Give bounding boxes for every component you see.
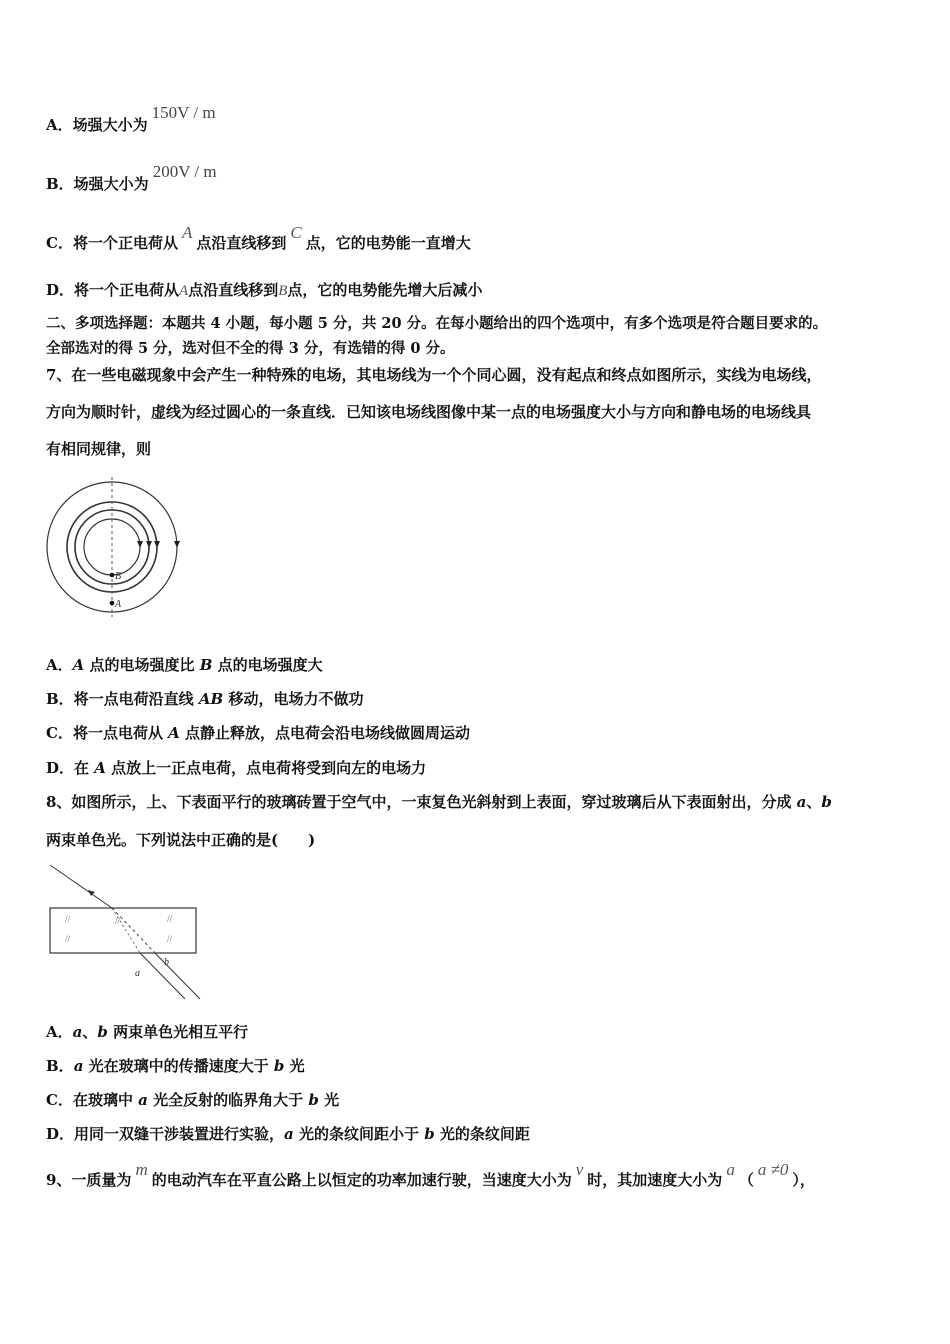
section2-heading-line1: 二、多项选择题：本题共 4 小题，每小题 5 分，共 20 分。在每小题给出的四个选项中，有多个选项是符合题目要求的。 bbox=[46, 315, 828, 332]
q6-option-a-value: 150V / m bbox=[151, 103, 216, 122]
refracted-path-dashed bbox=[112, 908, 155, 953]
q6-option-a: A．场强大小为150V / m bbox=[46, 103, 216, 134]
q7-option-c: C．将一点电荷从 A 点静止释放，点电荷会沿电场线做圆周运动 bbox=[46, 724, 471, 742]
label-ray-b: b bbox=[164, 957, 169, 968]
refracted-path-inner bbox=[112, 908, 140, 953]
glass-hatch-3: // bbox=[65, 934, 71, 944]
q6-option-b-value: 200V / m bbox=[152, 162, 217, 181]
glass-hatch-1: // bbox=[65, 914, 71, 924]
label-point-a: A bbox=[115, 599, 122, 610]
label-point-b: B bbox=[115, 571, 122, 582]
arrow-outer bbox=[174, 541, 180, 548]
ray-a bbox=[140, 953, 185, 999]
q6-option-b: B．场强大小为200V / m bbox=[46, 162, 217, 193]
q8-stem-line2: 两束单色光。下列说法中正确的是( ) bbox=[46, 831, 316, 849]
q6-option-c: C．将一个正电荷从A点沿直线移到C点，它的电势能一直增大 bbox=[46, 223, 471, 252]
q9-stem: 9、一质量为m的电动汽车在平直公路上以恒定的功率加速行驶，当速度大小为v时，其加速度大小为a（a ≠0）， bbox=[46, 1160, 815, 1189]
q8-glass-slab-figure bbox=[45, 862, 205, 1002]
incident-ray bbox=[50, 865, 112, 908]
q8-option-d: D．用同一双缝干涉装置进行实验，a 光的条纹间距小于 b 光的条纹间距 bbox=[46, 1125, 530, 1143]
arrow-middle bbox=[154, 541, 160, 548]
q8-option-b: B．a 光在玻璃中的传播速度大于 b 光 bbox=[46, 1057, 305, 1075]
q8-option-c: C．在玻璃中 a 光全反射的临界角大于 b 光 bbox=[46, 1091, 340, 1109]
q7-option-b: B．将一点电荷沿直线 AB 移动，电场力不做功 bbox=[46, 690, 364, 708]
q7-stem-line2: 方向为顺时针，虚线为经过圆心的一条直线．已知该电场线图像中某一点的电场强度大小与方向和静电场的电场线具 bbox=[46, 403, 812, 421]
glass-hatch-4: // bbox=[167, 934, 173, 944]
label-ray-a: a bbox=[135, 968, 140, 979]
q7-stem-line1: 7、在一些电磁现象中会产生一种特殊的电场，其电场线为一个个同心圆，没有起点和终点如图所示，实线为电场线， bbox=[46, 366, 822, 384]
glass-slab bbox=[50, 908, 196, 953]
q8-option-a: A．a、b 两束单色光相互平行 bbox=[46, 1023, 249, 1041]
q7-stem-line3: 有相同规律，则 bbox=[46, 440, 152, 458]
q7-option-a: A．A 点的电场强度比 B 点的电场强度大 bbox=[46, 656, 323, 674]
q7-concentric-field-figure bbox=[40, 475, 185, 620]
arrow-innermost bbox=[137, 541, 143, 548]
q7-option-d: D．在 A 点放上一正点电荷，点电荷将受到向左的电场力 bbox=[46, 759, 427, 777]
point-a-dot bbox=[110, 601, 115, 606]
point-b-dot bbox=[110, 573, 115, 578]
ray-b bbox=[155, 953, 200, 999]
glass-hatch-2: // bbox=[167, 914, 173, 924]
section2-heading-line2: 全部选对的得 5 分，选对但不全的得 3 分，有选错的得 0 分。 bbox=[46, 340, 455, 357]
glass-hatch-5: // bbox=[115, 916, 121, 926]
q8-stem-line1: 8、如图所示，上、下表面平行的玻璃砖置于空气中，一束复色光斜射到上表面，穿过玻璃后从下表面射出，分成 a、b bbox=[46, 793, 832, 811]
arrow-inner bbox=[146, 541, 152, 548]
q6-option-d: D．将一个正电荷从A点沿直线移到B点，它的电势能先增大后减小 bbox=[46, 281, 483, 299]
